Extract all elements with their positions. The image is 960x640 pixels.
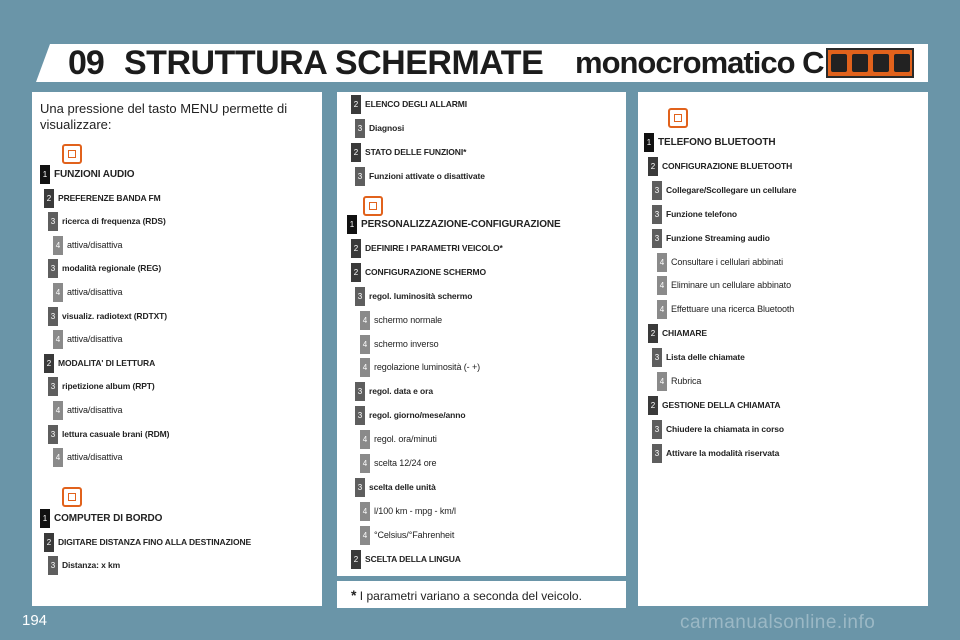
menu-item-level-3 bbox=[355, 477, 436, 497]
menu-item-level-3 bbox=[652, 443, 779, 463]
settings-icon bbox=[363, 196, 383, 216]
menu-item-label: °Celsius/°Fahrenheit bbox=[374, 530, 455, 540]
column-audio-computer bbox=[32, 92, 322, 606]
page-title: STRUTTURA SCHERMATE bbox=[124, 44, 544, 82]
level-badge: 4 bbox=[53, 330, 63, 349]
menu-item-level-4 bbox=[53, 447, 122, 467]
menu-item-level-3 bbox=[48, 211, 166, 231]
page-subtitle: monocromatico C bbox=[575, 45, 824, 80]
menu-item-level-3 bbox=[355, 381, 433, 401]
menu-item-label: STATO DELLE FUNZIONI* bbox=[365, 147, 467, 157]
level-badge: 3 bbox=[48, 307, 58, 326]
menu-item-label: regol. giorno/mese/anno bbox=[369, 410, 466, 420]
page-number: 194 bbox=[22, 612, 48, 629]
menu-item-level-4 bbox=[53, 329, 122, 349]
menu-item-level-4 bbox=[360, 501, 456, 521]
phone-icon bbox=[668, 108, 688, 128]
menu-item-label: Lista delle chiamate bbox=[666, 352, 745, 362]
audio-icon bbox=[62, 144, 82, 164]
menu-item-level-4 bbox=[657, 299, 794, 319]
menu-item-label: ricerca di frequenza (RDS) bbox=[62, 216, 166, 226]
level-badge: 4 bbox=[657, 253, 667, 272]
menu-item-label: Rubrica bbox=[671, 376, 702, 386]
menu-item-label: PREFERENZE BANDA FM bbox=[58, 193, 161, 203]
level-badge: 1 bbox=[40, 165, 50, 184]
column-diagnostics-config bbox=[337, 92, 626, 576]
menu-item-level-2 bbox=[44, 353, 155, 373]
menu-item-level-3 bbox=[652, 419, 784, 439]
level-badge: 2 bbox=[351, 143, 361, 162]
menu-item-label: regol. luminosità schermo bbox=[369, 291, 473, 301]
menu-item-level-2 bbox=[351, 94, 467, 114]
menu-item-level-3 bbox=[355, 166, 485, 186]
menu-item-level-2 bbox=[648, 156, 792, 176]
level-badge: 4 bbox=[657, 372, 667, 391]
menu-item-label: Chiudere la chiamata in corso bbox=[666, 424, 785, 434]
menu-item-label: attiva/disattiva bbox=[67, 240, 123, 250]
menu-item-label: regol. ora/minuti bbox=[374, 434, 437, 444]
menu-item-label: DEFINIRE I PARAMETRI VEICOLO* bbox=[365, 243, 503, 253]
menu-item-level-3 bbox=[48, 306, 167, 326]
level-badge: 4 bbox=[53, 401, 63, 420]
menu-item-level-3 bbox=[355, 118, 404, 138]
level-badge: 4 bbox=[360, 311, 370, 330]
menu-item-label: attiva/disattiva bbox=[67, 287, 123, 297]
level-badge: 3 bbox=[652, 420, 662, 439]
menu-item-level-3 bbox=[652, 180, 796, 200]
level-badge: 2 bbox=[648, 396, 658, 415]
level-badge: 3 bbox=[355, 478, 365, 497]
menu-item-label: CHIAMARE bbox=[662, 328, 708, 338]
menu-item-level-4 bbox=[360, 310, 442, 330]
menu-item-level-4 bbox=[360, 525, 454, 545]
menu-item-label: Diagnosi bbox=[369, 123, 405, 133]
menu-item-level-2 bbox=[648, 323, 707, 343]
menu-item-level-4 bbox=[360, 453, 436, 473]
watermark: carmanualsonline.info bbox=[680, 612, 876, 633]
menu-item-label: scelta delle unità bbox=[369, 482, 436, 492]
menu-item-label: ELENCO DEGLI ALLARMI bbox=[365, 99, 468, 109]
level-badge: 4 bbox=[657, 300, 667, 319]
level-badge: 3 bbox=[48, 377, 58, 396]
menu-item-level-3 bbox=[48, 376, 155, 396]
level-badge: 3 bbox=[652, 444, 662, 463]
menu-item-level-4 bbox=[657, 371, 701, 391]
level-badge: 3 bbox=[652, 205, 662, 224]
level-badge: 2 bbox=[351, 239, 361, 258]
menu-item-level-3 bbox=[48, 424, 169, 444]
level-badge: 3 bbox=[48, 212, 58, 231]
menu-item-level-2 bbox=[351, 238, 503, 258]
level-badge: 1 bbox=[644, 133, 654, 152]
menu-item-label: PERSONALIZZAZIONE-CONFIGURAZIONE bbox=[361, 218, 561, 230]
menu-item-level-1 bbox=[40, 164, 134, 184]
menu-item-label: Effettuare una ricerca Bluetooth bbox=[671, 304, 795, 314]
level-badge: 3 bbox=[355, 287, 365, 306]
menu-item-label: regol. data e ora bbox=[369, 386, 433, 396]
menu-item-level-3 bbox=[355, 405, 465, 425]
level-badge: 3 bbox=[652, 181, 662, 200]
menu-item-label: Eliminare un cellulare abbinato bbox=[671, 280, 791, 290]
intro-text: Una pressione del tasto MENU permette di visualizzare: bbox=[40, 101, 288, 132]
menu-item-level-4 bbox=[657, 275, 791, 295]
menu-item-label: visualiz. radiotext (RDTXT) bbox=[62, 311, 167, 321]
menu-item-level-4 bbox=[360, 357, 480, 377]
menu-item-level-2 bbox=[648, 395, 780, 415]
level-badge: 3 bbox=[652, 348, 662, 367]
menu-item-label: attiva/disattiva bbox=[67, 452, 123, 462]
menu-item-label: CONFIGURAZIONE BLUETOOTH bbox=[662, 161, 793, 171]
level-badge: 4 bbox=[360, 358, 370, 377]
menu-item-level-2 bbox=[351, 549, 461, 569]
footnote-star: * bbox=[351, 587, 357, 603]
menu-item-label: Collegare/Scollegare un cellulare bbox=[666, 185, 797, 195]
level-badge: 3 bbox=[48, 425, 58, 444]
menu-item-level-3 bbox=[48, 555, 120, 575]
level-badge: 3 bbox=[48, 259, 58, 278]
display-icon bbox=[826, 48, 914, 78]
menu-item-level-2 bbox=[351, 142, 466, 162]
level-badge: 4 bbox=[53, 283, 63, 302]
level-badge: 2 bbox=[44, 354, 54, 373]
menu-item-level-4 bbox=[360, 334, 439, 354]
level-badge: 2 bbox=[648, 324, 658, 343]
menu-item-label: ripetizione album (RPT) bbox=[62, 381, 155, 391]
menu-item-label: attiva/disattiva bbox=[67, 334, 123, 344]
menu-item-label: Funzione Streaming audio bbox=[666, 233, 770, 243]
menu-item-label: MODALITA' DI LETTURA bbox=[58, 358, 156, 368]
menu-item-label: SCELTA DELLA LINGUA bbox=[365, 554, 461, 564]
level-badge: 4 bbox=[657, 276, 667, 295]
column-bluetooth bbox=[638, 92, 928, 606]
menu-item-level-1 bbox=[347, 214, 561, 234]
menu-item-label: modalità regionale (REG) bbox=[62, 263, 162, 273]
footnote bbox=[351, 587, 582, 603]
level-badge: 4 bbox=[360, 502, 370, 521]
menu-item-label: Attivare la modalità riservata bbox=[666, 448, 780, 458]
menu-item-level-4 bbox=[360, 429, 437, 449]
chapter-number: 09 bbox=[68, 44, 104, 82]
menu-item-level-3 bbox=[652, 347, 745, 367]
menu-item-level-4 bbox=[53, 282, 122, 302]
level-badge: 3 bbox=[355, 119, 365, 138]
level-badge: 3 bbox=[355, 167, 365, 186]
menu-item-level-3 bbox=[652, 204, 737, 224]
computer-icon bbox=[62, 487, 82, 507]
level-badge: 4 bbox=[360, 430, 370, 449]
menu-item-level-1 bbox=[40, 508, 162, 528]
menu-item-level-3 bbox=[652, 228, 770, 248]
level-badge: 2 bbox=[351, 550, 361, 569]
menu-item-level-4 bbox=[53, 235, 122, 255]
level-badge: 4 bbox=[360, 526, 370, 545]
level-badge: 2 bbox=[351, 95, 361, 114]
menu-item-label: attiva/disattiva bbox=[67, 405, 123, 415]
level-badge: 4 bbox=[53, 236, 63, 255]
menu-item-label: Consultare i cellulari abbinati bbox=[671, 257, 783, 267]
level-badge: 3 bbox=[355, 382, 365, 401]
menu-item-label: COMPUTER DI BORDO bbox=[54, 512, 163, 524]
level-badge: 3 bbox=[48, 556, 58, 575]
level-badge: 4 bbox=[360, 454, 370, 473]
menu-item-label: scelta 12/24 ore bbox=[374, 458, 437, 468]
menu-item-label: GESTIONE DELLA CHIAMATA bbox=[662, 400, 781, 410]
menu-item-label: FUNZIONI AUDIO bbox=[54, 168, 135, 180]
level-badge: 4 bbox=[360, 335, 370, 354]
menu-item-label: DIGITARE DISTANZA FINO ALLA DESTINAZIONE bbox=[58, 537, 252, 547]
menu-item-label: Funzione telefono bbox=[666, 209, 738, 219]
menu-item-label: l/100 km - mpg - km/l bbox=[374, 506, 456, 516]
menu-item-label: Distanza: x km bbox=[62, 560, 121, 570]
menu-item-level-2 bbox=[44, 532, 251, 552]
level-badge: 2 bbox=[44, 189, 54, 208]
level-badge: 3 bbox=[355, 406, 365, 425]
menu-item-label: TELEFONO BLUETOOTH bbox=[658, 136, 776, 148]
menu-item-label: schermo inverso bbox=[374, 339, 439, 349]
level-badge: 1 bbox=[40, 509, 50, 528]
menu-item-label: lettura casuale brani (RDM) bbox=[62, 429, 170, 439]
menu-item-level-1 bbox=[644, 132, 775, 152]
menu-item-level-4 bbox=[657, 252, 783, 272]
level-badge: 2 bbox=[648, 157, 658, 176]
menu-item-level-2 bbox=[44, 188, 161, 208]
footnote-text: I parametri variano a seconda del veicolo. bbox=[359, 589, 582, 603]
level-badge: 2 bbox=[44, 533, 54, 552]
footnote-box bbox=[337, 581, 626, 608]
menu-item-level-3 bbox=[48, 258, 161, 278]
level-badge: 1 bbox=[347, 215, 357, 234]
menu-item-level-3 bbox=[355, 286, 472, 306]
menu-item-level-4 bbox=[53, 400, 122, 420]
level-badge: 2 bbox=[351, 263, 361, 282]
menu-item-label: regolazione luminosità (- +) bbox=[374, 362, 481, 372]
menu-item-label: CONFIGURAZIONE SCHERMO bbox=[365, 267, 487, 277]
level-badge: 4 bbox=[53, 448, 63, 467]
level-badge: 3 bbox=[652, 229, 662, 248]
menu-item-label: Funzioni attivate o disattivate bbox=[369, 171, 485, 181]
menu-item-level-2 bbox=[351, 262, 486, 282]
menu-item-label: schermo normale bbox=[374, 315, 443, 325]
